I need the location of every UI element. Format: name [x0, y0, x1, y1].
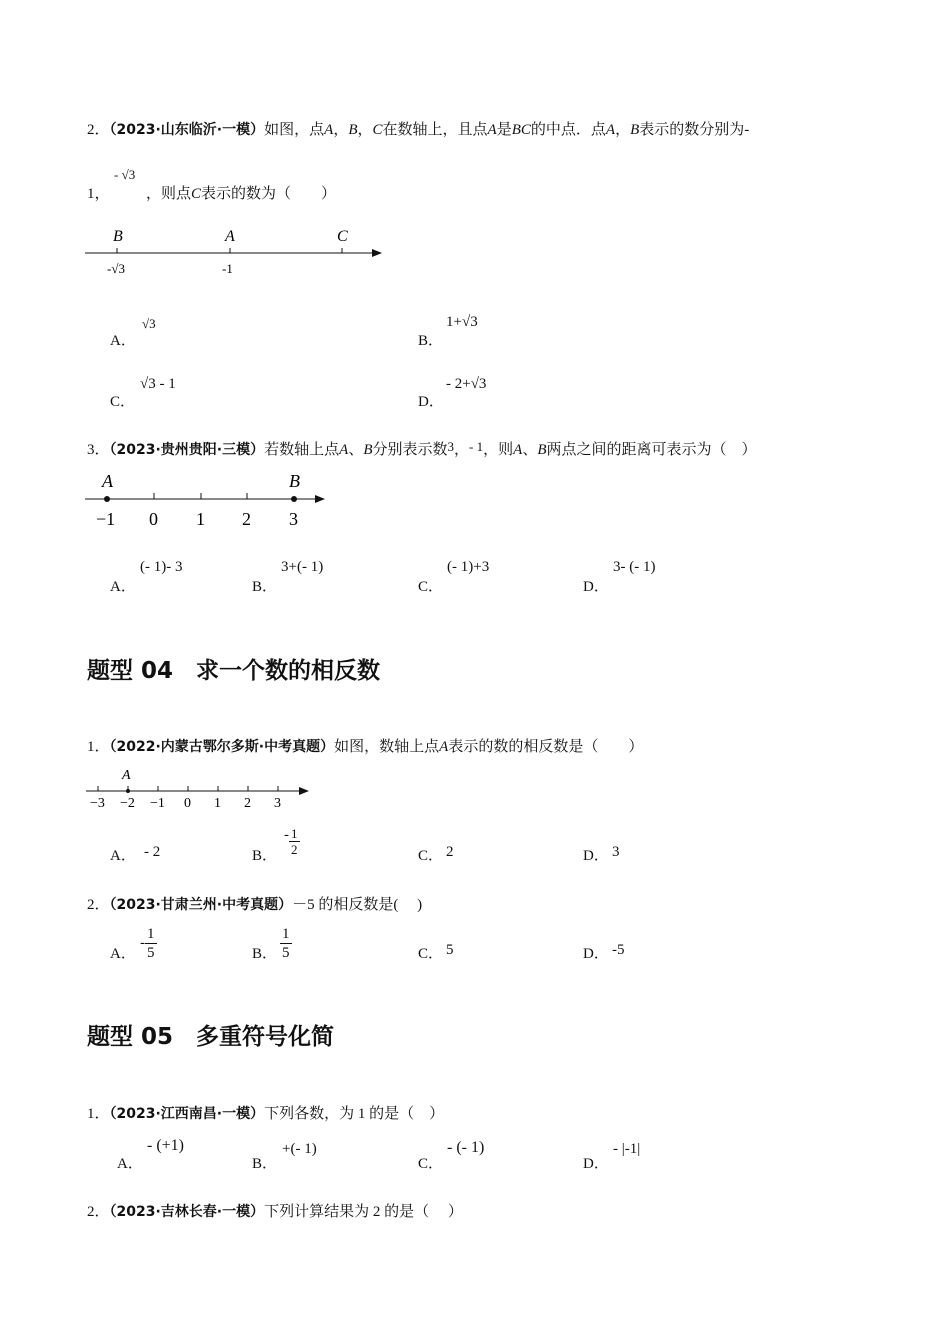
option-b-letter[interactable]: B．: [252, 1156, 278, 1172]
question-2-text: 2．（2023·吉林长春·一模）下列计算结果为 2 的是（ ）: [87, 1204, 463, 1220]
point-label-c: C: [337, 228, 348, 245]
question-source: （2023·吉林长春·一模）: [109, 1204, 265, 1220]
option-c-letter[interactable]: C．: [418, 579, 444, 595]
question-source: （2022·内蒙古鄂尔多斯·中考真题）: [109, 739, 335, 755]
option-d-letter[interactable]: D．: [583, 1156, 609, 1172]
tick-label: 1: [196, 509, 205, 529]
option-b-value: 3+(- 1): [281, 559, 324, 575]
option-a-letter[interactable]: A．: [110, 848, 136, 864]
option-c-letter[interactable]: C．: [418, 848, 444, 864]
option-a-value: (- 1)- 3: [140, 559, 183, 575]
tick-label: −2: [120, 796, 135, 811]
point-label-a: A: [225, 228, 235, 245]
point-a-dot: [126, 789, 130, 793]
option-b-letter[interactable]: B．: [252, 946, 278, 962]
question-source: （2023·江西南昌·一模）: [109, 1106, 265, 1122]
number-line-3: [82, 764, 317, 812]
question-3-text: 3．（2023·贵州贵阳·三模）若数轴上点A、B分别表示数3，- 1，则A、B两点之间的距离可表示为（ ）: [87, 439, 757, 458]
tick-label: 3: [289, 509, 298, 529]
question-source: （2023·贵州贵阳·三模）: [109, 442, 265, 458]
option-a-letter[interactable]: A．: [110, 579, 136, 595]
option-b-value: - $\frac{1}{2}$: [284, 826, 298, 857]
option-d-value: - |-1|: [613, 1141, 641, 1157]
section-heading-05: 题型 05 多重符号化简: [87, 1024, 335, 1050]
question-2-line-2: 1，: [87, 186, 110, 202]
tick-label-neg-1: -1: [222, 261, 233, 276]
option-a-letter[interactable]: A．: [117, 1156, 143, 1172]
option-a-letter[interactable]: A．: [110, 333, 136, 349]
option-a-value: √3: [142, 316, 156, 331]
option-b-letter[interactable]: B．: [418, 333, 444, 349]
tick-label: 0: [149, 509, 158, 529]
option-d-letter[interactable]: D．: [583, 579, 609, 595]
tick-label: 2: [242, 509, 251, 529]
question-source: （2023·山东临沂·一模）: [109, 122, 265, 138]
number-line-2: [80, 468, 340, 532]
option-c-value: 2: [446, 844, 454, 860]
option-a-value: - $\frac{1}{5}$: [140, 926, 155, 961]
option-d-letter[interactable]: D．: [583, 848, 609, 864]
question-2-line-1: 2．（2023·山东临沂·一模）如图，点A，B，C在数轴上，且点A是BC的中点．点A，B表示的数分别为-: [87, 122, 750, 138]
tick-label: −3: [90, 796, 105, 811]
section-heading-04: 题型 04 求一个数的相反数: [87, 658, 381, 684]
option-c-value: - (- 1): [447, 1139, 485, 1156]
option-a-value: - (+1): [147, 1137, 185, 1154]
option-b-letter[interactable]: B．: [252, 848, 278, 864]
option-d-value: 3- (- 1): [613, 559, 656, 575]
option-c-value: (- 1)+3: [447, 559, 490, 575]
option-d-value: -5: [612, 942, 625, 958]
fraction: $\frac{1}{5}$: [147, 926, 155, 961]
point-a-dot: [104, 496, 110, 502]
point-b-dot: [291, 496, 297, 502]
number-line-1: [80, 222, 390, 282]
tick-label: 0: [184, 796, 191, 811]
option-a-value: - 2: [144, 844, 161, 860]
option-c-value: √3 - 1: [140, 376, 176, 392]
option-b-value: 1+√3: [446, 314, 478, 330]
point-label-b: B: [113, 228, 123, 245]
option-a-letter[interactable]: A．: [110, 946, 136, 962]
option-d-letter[interactable]: D．: [418, 394, 444, 410]
point-label-a: A: [102, 471, 113, 491]
value-neg-sqrt3: - √3: [114, 167, 136, 182]
question-1-text: 1．（2023·江西南昌·一模）下列各数，为 1 的是（ ）: [87, 1106, 445, 1122]
option-d-value: 3: [612, 844, 620, 860]
option-b-value: [280, 925, 292, 962]
option-c-letter[interactable]: C．: [418, 1156, 444, 1172]
option-c-letter[interactable]: C．: [110, 394, 136, 410]
tick-label: −1: [150, 796, 165, 811]
option-b-value: +(- 1): [282, 1141, 317, 1157]
tick-label: −1: [96, 509, 116, 529]
question-2-line-2-rest: ，则点C表示的数为（ ）: [146, 186, 337, 202]
question-2-text: 2．（2023·甘肃兰州·中考真题）－5 的相反数是( ): [87, 897, 423, 913]
option-c-letter[interactable]: C．: [418, 946, 444, 962]
question-1-text: 1．（2022·内蒙古鄂尔多斯·中考真题）如图，数轴上点A表示的数的相反数是（ ）: [87, 739, 644, 755]
fraction: $\frac{1}{5}$: [282, 926, 290, 961]
option-d-letter[interactable]: D．: [583, 946, 609, 962]
tick-label: 1: [214, 796, 221, 811]
tick-label-neg-sqrt3: -√3: [107, 261, 125, 276]
option-b-letter[interactable]: B．: [252, 579, 278, 595]
tick-label: 3: [274, 796, 281, 811]
option-d-value: - 2+√3: [446, 376, 487, 392]
question-number: 2．: [87, 122, 110, 138]
point-label-a: A: [122, 768, 131, 783]
question-source: （2023·甘肃兰州·中考真题）: [109, 897, 293, 913]
fraction: $\frac{1}{2}$: [291, 826, 298, 857]
point-label-b: B: [289, 471, 300, 491]
tick-label: 2: [244, 796, 251, 811]
option-c-value: 5: [446, 942, 454, 958]
